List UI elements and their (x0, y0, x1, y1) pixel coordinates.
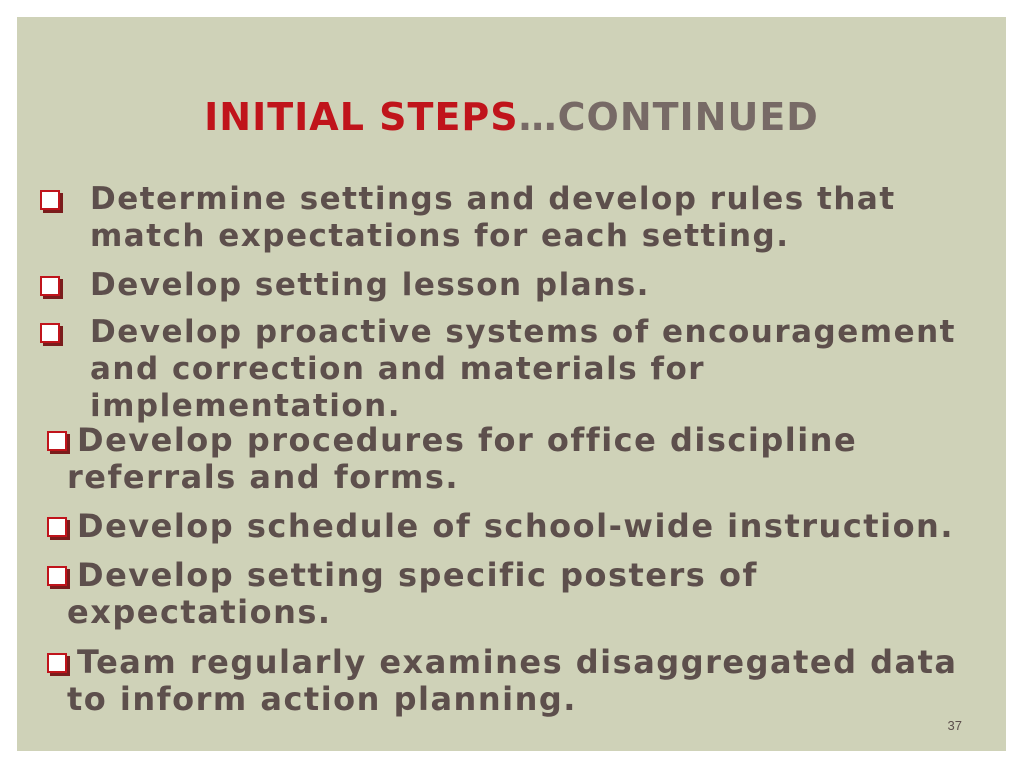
bullet-item-6 (47, 557, 992, 631)
bullet-item-1 (40, 181, 960, 255)
bullet-text: Develop procedures for office discipline referrals and forms. (67, 421, 858, 496)
bullet-item-5 (47, 508, 992, 545)
bullet-text: Team regularly examines disaggregated data to inform action planning. (67, 643, 958, 718)
checkbox-square-icon (40, 276, 60, 296)
checkbox-square-icon (47, 431, 67, 451)
bullet-text: Develop setting lesson plans. (90, 267, 650, 303)
checkbox-square-icon (47, 653, 67, 673)
slide-title-main: INITIAL STEPS (204, 95, 519, 139)
bullet-item-3 (40, 314, 960, 425)
bullet-item-7 (47, 644, 992, 718)
bullet-item-4 (47, 422, 992, 496)
slide (17, 17, 1006, 751)
checkbox-square-icon (40, 190, 60, 210)
bullet-text: Develop schedule of school-wide instruction. (77, 507, 954, 545)
bullet-item-2 (40, 267, 960, 304)
checkbox-square-icon (47, 517, 67, 537)
slide-title (17, 93, 1006, 141)
checkbox-square-icon (40, 323, 60, 343)
checkbox-square-icon (47, 566, 67, 586)
page-number: 37 (947, 718, 962, 733)
bullet-text: Develop proactive systems of encouragement and correction and materials for implementation. (90, 314, 956, 424)
slide-title-continued: …CONTINUED (518, 95, 819, 139)
bullet-text: Determine settings and develop rules that match expectations for each setting. (90, 181, 896, 254)
bullet-text: Develop setting specific posters of expectations. (67, 556, 758, 631)
